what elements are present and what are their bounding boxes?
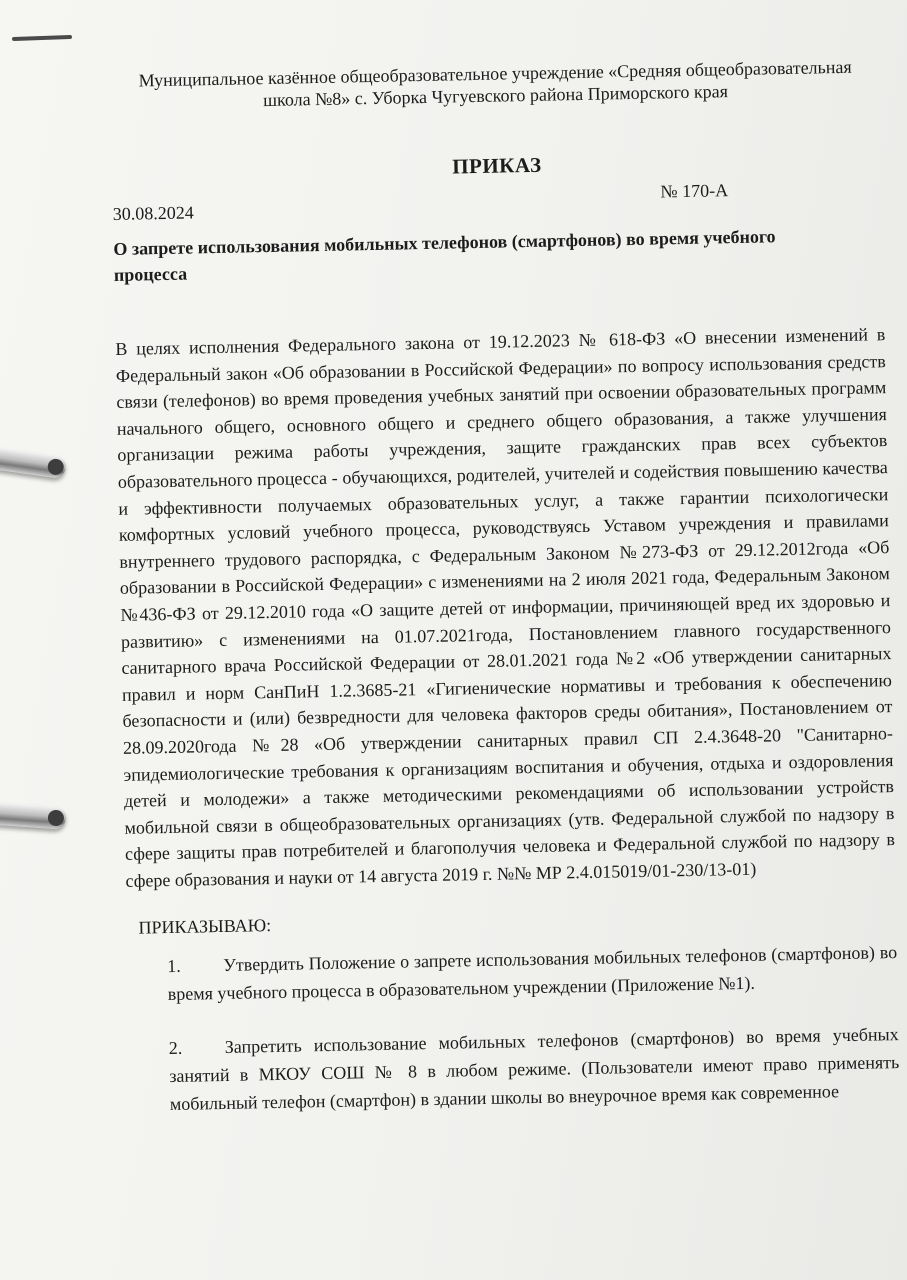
clause-text: Утвердить Положение о запрете использования мобильных телефонов (смартфонов) во время учебного процесса в образовательном учреждении (Приложение №1). — [167, 942, 898, 1005]
order-date: 30.08.2024 — [112, 202, 194, 224]
order-subject: О запрете использования мобильных телефонов (смартфонов) во время учебного процесса — [113, 226, 776, 285]
organization-header: Муниципальное казённое общеобразовательное учреждение «Средняя общеобразовательная школа №8» с. Уборка Чугуевского района Приморского края — [138, 56, 852, 111]
clause-text: Запретить использование мобильных телефонов (смартфонов) во время учебных занятий в МКОУ СОШ № 8 в любом режиме. (Пользователи имеют право применять мобильный телефон (смартфон) в здании школы во внеурочное время как современное — [169, 1024, 900, 1115]
order-number: № 170-А — [660, 180, 729, 202]
page-edge-mark — [12, 35, 72, 41]
order-directive-heading: ПРИКАЗЫВАЮ: — [138, 915, 272, 939]
document-title: ПРИКАЗ — [451, 152, 542, 179]
document-content — [110, 55, 900, 1119]
preamble-paragraph: В целях исполнения Федерального закона от 19.12.2023 № 618-ФЗ «О внесении изменений в Федеральный закон «Об образовании в Российской Федерации» по вопросу использования средств связи (телефонов) во время проведения учебных занятий при освоении образовательных программ начального общего, основного общего и среднего общего образования, а также улучшения организации режима работы учреждения, защите гражданских прав всех субъектов образовательного процесса - обучающихся, родителей, учителей и содействия повышению качества и эффективности получаемых образовательных услуг, а также гарантии психологически комфортных условий учебного процесса, руководствуясь Уставом учреждения и правилами внутреннего трудового распорядка, с Федеральным Законом №273-ФЗ от 29.12.2012года «Об образовании в Российской Федерации» с изменениями на 2 июля 2021 года, Федеральным Законом №436-ФЗ от 29.12.2010 года «О защите детей от информации, причиняющей вред их здоровью и развитию» с изменениями на 01.07.2021года, Постановлением главного государственного санитарного врача Российской Федерации от 28.01.2021 года №2 «Об утверждении санитарных правил и норм СанПиН 1.2.3685-21 «Гигиенические нормативы и требования к обеспечению безопасности и (или) безвредности для человека факторов среды обитания», Постановлением от 28.09.2020года №28 «Об утверждении санитарных правил СП 2.4.3648-20 "Санитарно-эпидемиологические требования к организациям воспитания и обучения, отдыха и оздоровления детей и молодежи» а также методическими рекомендациями об использовании устройств мобильной связи в общеобразовательных организациях (утв. Федеральной службой по надзору в сфере защиты прав потребителей и благополучия человека и Федеральной службой по надзору в сфере образования и науки от 14 августа 2019 г. №№ МР 2.4.015019/01-230/13-01) — [115, 324, 896, 891]
clause-item — [129, 1021, 900, 1120]
clause-item — [127, 939, 898, 1010]
binder-ring-top — [0, 447, 67, 479]
clause-number: 2. — [168, 1038, 183, 1059]
binder-ring-bottom — [0, 802, 67, 829]
clause-number: 1. — [167, 956, 181, 977]
